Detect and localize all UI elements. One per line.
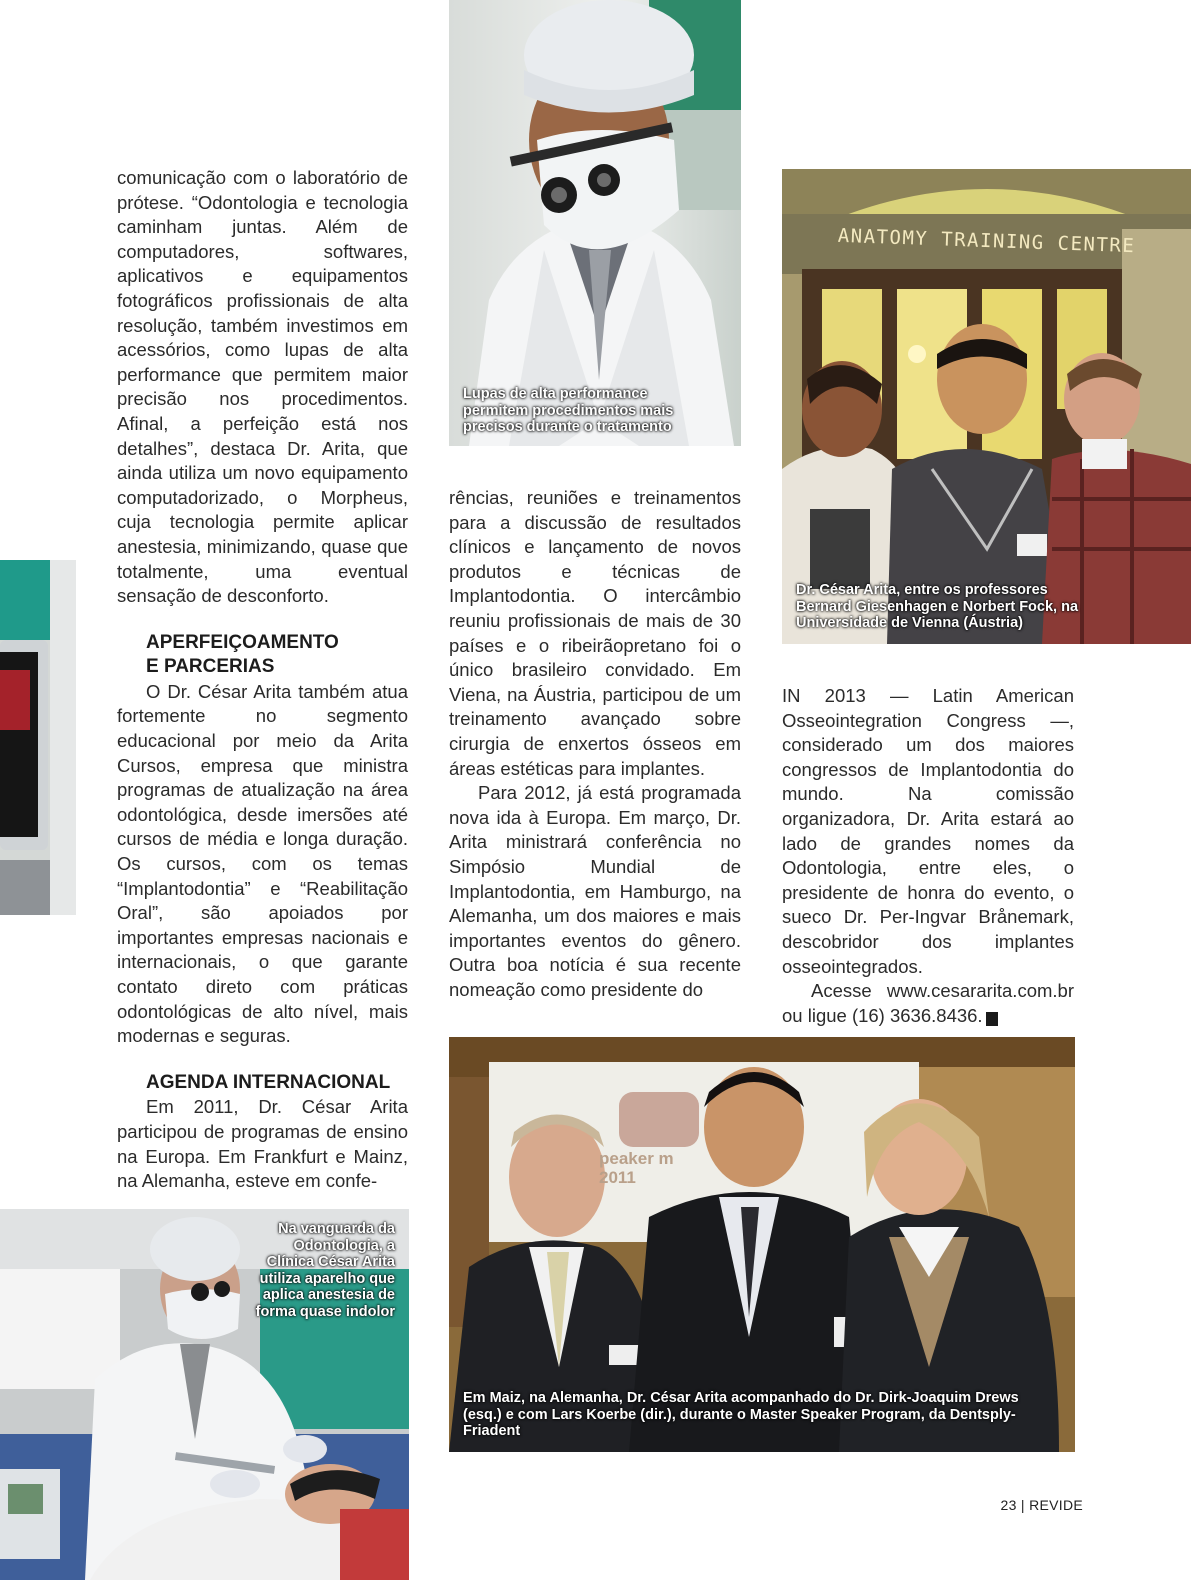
column3-paragraph-2 [782,979,1074,1028]
page-number: 23 [1000,1497,1017,1513]
photo-loupes [449,0,741,446]
page-footer [1001,1497,1083,1513]
photo-monitor-cropped [0,560,76,915]
photo-vienna [782,169,1191,644]
article-column-2 [449,486,741,1002]
photo-clinic-caption: Na vanguarda da Odontologia, a Clínica César Arita utiliza aparelho que aplica anestesia de forma quase indolor [255,1221,395,1320]
photo-mainz [449,1037,1075,1452]
column2-paragraph-1: rências, reuniões e treinamentos para a discussão de resultados clínicos e lançamento de novos produtos e técnicas de Implantodontia. O intercâmbio reuniu profissionais de mais de 30 países e o ribeirãopretano foi o único brasileiro convidado. Em Viena, na Áustria, participou de um treinamento avançado sobre cirurgia de enxertos ósseos em áreas estéticas para implantes. [449,487,741,779]
article-column-1 [117,166,408,1194]
photo-loupes-illustration [449,0,741,446]
photo-monitor-illustration [0,560,76,915]
column2-paragraph-2: Para 2012, já está programada nova ida à Europa. Em março, Dr. Arita ministrará conferência no Simpósio Mundial de Implantodontia, em Hamburgo, na Alemanha, um dos maiores e mais importantes eventos do gênero. Outra boa notícia é sua recente nomeação como presidente do [449,782,741,1000]
section-heading-line-1: APERFEIÇOAMENTO [146,631,339,653]
end-of-article-mark: r [986,1012,998,1026]
footer-separator: | [1020,1497,1025,1513]
photo-mainz-banner: peaker m 2011 [599,1149,674,1187]
photo-mainz-caption: Em Maiz, na Alemanha, Dr. César Arita acompanhado do Dr. Dirk-Joaquim Drews (esq.) e com Lars Koerbe (dir.), durante o Master Speaker Program, da Dentsply-Friadent [463,1390,1019,1439]
magazine-name: REVIDE [1029,1497,1083,1513]
column1-paragraph-2: O Dr. César Arita também atua fortemente no segmento educacional por meio da Arita Cursos, empresa que ministra programas de atualização na área odontológica, desde imersões até cursos de média e longa duração. Os cursos, com os temas “Implantodontia” e “Reabilitação Oral”, são apoiados por importantes empresas nacionais e internacionais, o que garante contato direto com práticas odontológicas de alto nível, mais modernas e seguras. [117,680,408,1047]
article-column-3 [782,684,1074,1028]
contact-text: Acesse www.cesararita.com.br ou ligue (16) 3636.8436. [782,980,1074,1026]
photo-loupes-caption: Lupas de alta performance permitem procedimentos mais precisos durante o tratamento [463,386,674,435]
column1-paragraph-1: comunicação com o laboratório de prótese. “Odontologia e tecnologia caminham juntas. Além de computadores, softwares, aplicativos e equipamentos fotográficos profissionais de alta resolução, também investimos em acessórios, como lupas de alta performance que permitem maior precisão nos procedimentos. Afinal, a perfeição está nos detalhes”, destaca Dr. Arita, que ainda utiliza um novo equipamento computadorizado, o Morpheus, cuja tecnologia permite aplicar anestesia, minimizando, quase que totalmente, uma eventual sensação de desconforto. [117,167,408,607]
photo-vienna-caption: Dr. César Arita, entre os professores Bernard Giesenhagen e Norbert Fock, na Universidade de Vienna (Áustria) [796,582,1079,631]
section-heading-agenda: AGENDA INTERNACIONAL [146,1071,391,1093]
photo-vienna-sign: ANATOMY TRAINING CENTRE [837,224,1136,258]
section-heading-aperfeicoamento [117,631,408,680]
column3-paragraph-1: IN 2013 — Latin American Osseointegration Congress —, considerado um dos maiores congressos de Implantodontia do mundo. Na comissão organizadora, Dr. Arita estará ao lado de grandes nomes da Odontologia, entre eles, o presidente de honra do evento, o sueco Dr. Per-Ingvar Brånemark, descobridor dos implantes osseointegrados. [782,685,1074,977]
column1-paragraph-3: Em 2011, Dr. César Arita participou de programas de ensino na Europa. Em Frankfurt e Mainz, na Alemanha, esteve em confe- [117,1096,408,1192]
section-heading-line-2: E PARCERIAS [146,656,275,678]
photo-clinic [0,1209,409,1580]
